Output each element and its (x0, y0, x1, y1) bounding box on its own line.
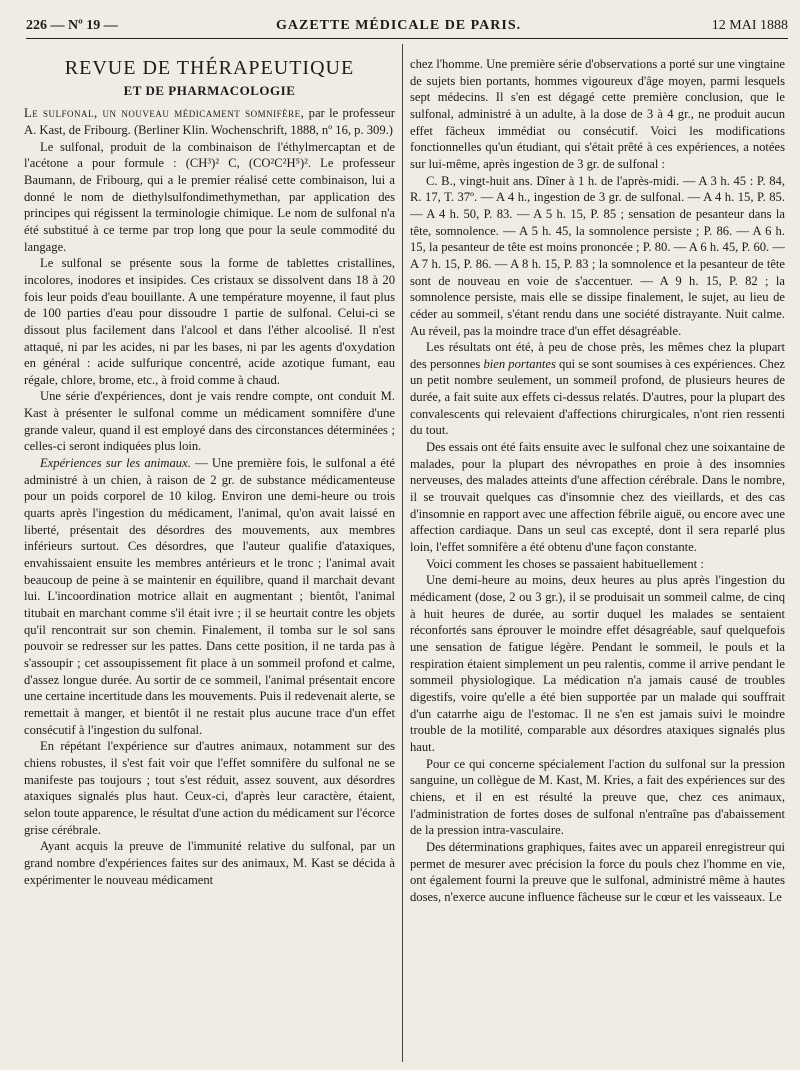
paragraph: chez l'homme. Une première série d'observations a porté sur une vingtaine de sujets bien portants, hommes vigoureux d'âge moyen, parmi lesquels sept médecins. Il s'en est dégagé cette première conclusion, que le sulfonal, administré à un adulte, à la dose de 3 à 4 gr., ne produit aucun effet fâcheux immédiat ou consécutif. Voici les modifications fonctionnelles qu'un étudiant, qui s'était prêté à ces expériences, a notées sur lui-même, après ingestion de 3 gr. de sulfonal : (410, 57, 785, 171)
article-reference (24, 105, 395, 138)
paragraph-body: — Une première fois, le sulfonal a été administré à un chien, à raison de 2 gr. de substance médicamenteuse pour un poids corporel de 10 kilog. Environ une demi-heure ou trois quarts après l'ingestion du médicament, l'animal, qu'on avait laissé en liberté, présentait des désordres des mouvements, aux membres inférieurs surtout. Ces désordres, que l'auteur qualifie d'ataxiques, envahissaient ensuite les membres antérieurs et le tronc ; l'animal avait beaucoup de peine à se maintenir en équilibre, quand il marchait devant lui. L'incoordination motrice allait en augmentant ; bientôt, l'animal titubait en marchant comme s'il était ivre ; il se heurtait contre les objets qu'il rencontrait sur son chemin. Finalement, il tomba sur le sol sans pouvoir se redresser sur les pattes. Dans cette position, il ne tarda pas à s'assoupir ; cet assoupissement fit place à un sommeil profond et calme, d'assez longue durée. Au sortir de ce sommeil, l'animal présentait encore une certaine incertitude dans les mouvements. Puis il redevenait alerte, se remettait à manger, et bientôt il ne restait plus aucune trace d'un effet consécutif à l'ingestion du sulfonal. (24, 456, 395, 737)
section-subtitle: ET DE PHARMACOLOGIE (123, 82, 296, 98)
paragraph: Le sulfonal, produit de la combinaison de l'éthylmercaptan et de l'acétone a pour formule : (CH³)² C, (CO²C²H⁵)². Le professeur Baumann, de Fribourg, qui a le premier réalisé cette combinaison, lui a donné le nom de diethylsulfondimethymethan, par application des principes qui régissent la terminologie chimique. Le nom de sulfonal n'a été substitué à ce terme par trop long que pour la seule commodité du langage. (24, 139, 395, 254)
paragraph: Une série d'expériences, dont je vais rendre compte, ont conduit M. Kast à présenter le sulfonal comme un médicament somnifère d'une grande valeur, quand il est employé dans des circonstances déterminées ; celles-ci seront indiquées plus loin. (24, 389, 395, 454)
paragraph (24, 455, 395, 738)
issue-date: 12 MAI 1888 (711, 18, 788, 33)
paragraph: En répétant l'expérience sur d'autres animaux, notamment sur des chiens robustes, il s'est fait voir que l'effet somnifère du sulfonal ne se manifeste pas toujours ; tout s'est réduit, assez souvent, aux désordres ataxiques signalés plus haut. Ceux-ci, d'après leur caractère, étaient, selon toute apparence, le résultat d'une action du médicament sur l'écorce grise cérébrale. (24, 739, 395, 837)
column-divider (402, 44, 403, 1062)
subsection-heading: Expériences sur les animaux. (40, 456, 191, 471)
right-column (410, 56, 785, 1068)
section-title: REVUE DE THÉRAPEUTIQUE (64, 57, 355, 79)
page-number-issue: 226 — Nº 19 — (26, 18, 118, 33)
paragraph: Des déterminations graphiques, faites avec un appareil enregistreur qui permet de mesurer avec précision la force du pouls chez l'homme en vie, ont également fourni la preuve que le sulfonal, administré même à hautes doses, n'exerce aucune influence fâcheuse sur le cœur et les vaisseaux. Le (410, 839, 785, 904)
observation-log: C. B., vingt-huit ans. Dîner à 1 h. de l'après-midi. — A 3 h. 45 : P. 84, R. 17, T. 37º. — A 4 h., ingestion de 3 gr. de sulfonal. — A 4 h. 15, P. 85. — A 4 h. 50, P. 83. — A 5 h. 15, P. 85 ; sensation de pesanteur dans la tête, somnolence. — A 5 h. 45, la somnolence persiste ; P. 86. — A 6 h. 15, la pesanteur de tête est moins prononcée ; P. 80. — A 6 h. 45, P. 60. — A 7 h. 15, P. 86. — A 8 h. 15, P. 83 ; la somnolence et la pesanteur de tête sont de nouveau en voie de s'accentuer. — A 9 h. 15, P. 82 ; la somnolence persiste, mais elle se dissipe finalement, le sujet, au lieu de céder au sommeil, s'étant rendu dans une société distrayante. Nuit calme. Au réveil, pas la moindre trace d'un effet désagréable. (410, 173, 785, 338)
left-column (24, 52, 395, 1064)
paragraph-body: qui se sont soumises à ces expériences. Chez un petit nombre seulement, un sommeil profond, de plusieurs heures de durée, a fait suite aux effets ci-dessus relatés. D'autres, pour la plupart des convalescents qui relevaient d'affections chirurgicales, n'ont rien ressenti du tout. (410, 356, 785, 438)
article-reference-rest: par le professeur A. Kast, de Fribourg. (Berliner Klin. Wochenschrift, 1888, nº 16, p. 309.) (24, 106, 395, 137)
paragraph: Pour ce qui concerne spécialement l'action du sulfonal sur la pression sanguine, un collègue de M. Kast, M. Kries, a fait des expériences sur des chiens, et il en est résulté la preuve que, chez ces animaux, l'administration de fortes doses de sulfonal n'entraîne pas d'abaissement de la pression intra-vasculaire. (410, 756, 785, 838)
article-reference-lead: Le sulfonal, un nouveau médicament somnifère, (24, 106, 305, 121)
paragraph (410, 339, 785, 439)
journal-title: GAZETTE MÉDICALE DE PARIS. (276, 18, 522, 33)
page-header (26, 14, 788, 39)
paragraph: Ayant acquis la preuve de l'immunité relative du sulfonal, par un grand nombre d'expériences faites sur des animaux, M. Kast se décida à expérimenter le nouveau médicament (24, 839, 395, 887)
paragraph: Une demi-heure au moins, deux heures au plus après l'ingestion du médicament (dose, 2 ou 3 gr.), il se produisait un sommeil calme, de cinq à huit heures de durée, au sortir duquel les malades se sentaient réconfortés sans éprouver le moindre effet désagréable, sauf quelquefois une sensation de fatigue légère. Pendant le sommeil, le pouls et la respiration étaient simplement un peu ralentis, comme il arrive pendant le sommeil physiologique. La médication n'a jamais causé de troubles digestifs, voire qu'elle a été bien supportée par un malade qui souffrait d'un catarrhe aigu de l'estomac. Il ne s'en est jamais suivi le moindre trouble de la motilité, comparable aux désordres ataxiques signalés plus haut. (410, 573, 785, 754)
paragraph: Des essais ont été faits ensuite avec le sulfonal chez une soixantaine de malades, pour la plupart des névropathes en proie à des insomnies nerveuses, des malades atteints d'une affection cérébrale. Dans le nombre, il se trouvait quelques cas d'insomnie chez des vieillards, et des cas d'insomnie en rapport avec une affection fébrile aiguë, ou encore avec une affection cardiaque. Dans un seul cas excepté, dont il sera reparlé plus loin, l'effet somnifère a été obtenu d'une façon constante. (410, 440, 785, 555)
paragraph: Voici comment les choses se passaient habituellement : (426, 556, 704, 571)
emphasis: bien portantes (483, 356, 556, 371)
paragraph: Le sulfonal se présente sous la forme de tablettes cristallines, incolores, inodores et insipides. Ces cristaux se dissolvent dans 18 à 20 fois leur poids d'eau bouillante. A une température moyenne, il faut plus de 100 parties d'eau pour dissoudre 1 partie de sulfonal. Celui-ci se dissout plus facilement dans l'alcool et dans l'éther alcoolisé. Il n'est attaqué, ni par les acides, ni par les bases, ni par les agents d'oxydation en général : acide sulfurique concentré, acide azotique fumant, eau régale, chlore, brome, etc., à froid comme à chaud. (24, 256, 395, 387)
paragraph-body: Les résultats ont été, à peu de chose près, les mêmes chez la plupart des personnes (410, 340, 785, 371)
